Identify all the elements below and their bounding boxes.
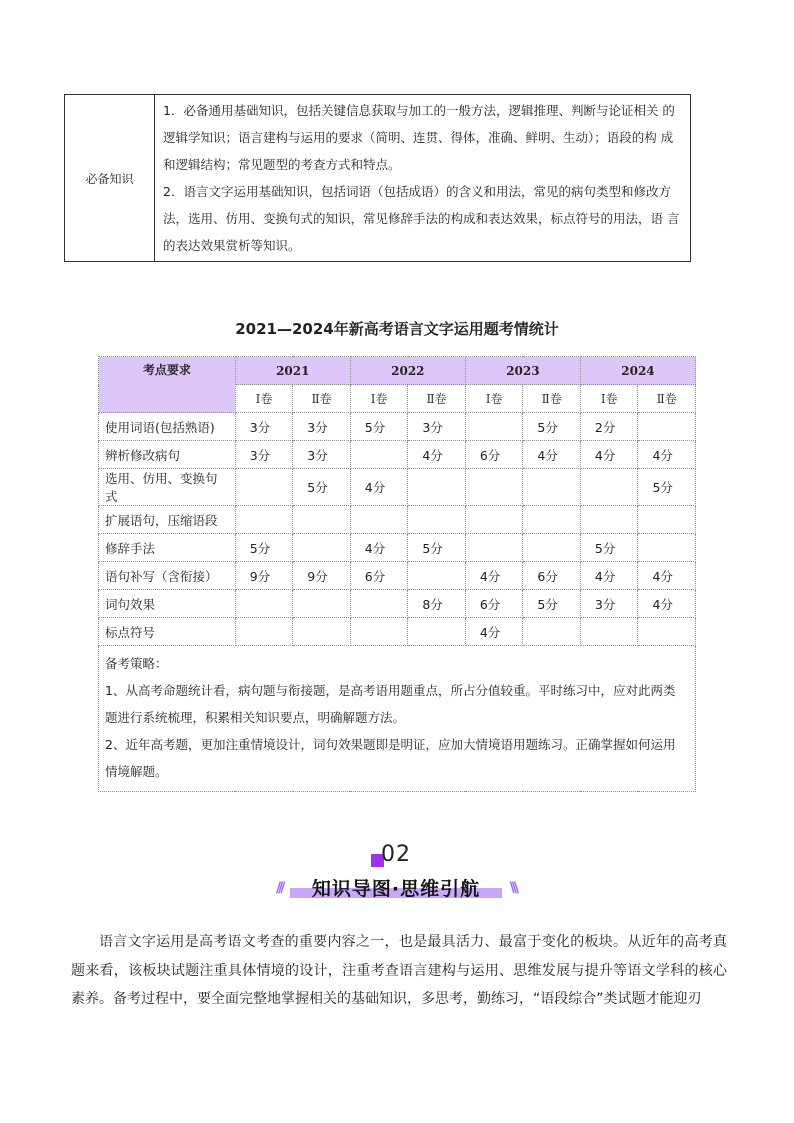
intro-paragraph: 语言文字运用是高考语文考查的重要内容之一，也是最具活力、最富于变化的板块。从近年的高考真题来看，该板块试题注重具体情境的设计，注重考查语言建构与运用、思维发展与提升等语文学科的核心素养。备考过程中，要全面完整地掌握相关的基础知识，多思考，勤练习，“语段综合”类试题才能迎刃 xyxy=(71,934,727,1007)
score-cell: 4分 xyxy=(638,562,696,590)
row-label: 标点符号 xyxy=(99,618,236,646)
score-cell xyxy=(235,506,293,534)
strategy-title: 备考策略： xyxy=(105,656,168,671)
score-cell: 8分 xyxy=(408,590,466,618)
score-cell: 3分 xyxy=(293,441,351,469)
slash-deco-left-icon: /// xyxy=(276,880,283,896)
score-cell xyxy=(465,413,523,441)
section-number-text: 02 xyxy=(381,842,411,867)
score-cell: 5分 xyxy=(235,534,293,562)
row-label: 词句效果 xyxy=(99,590,236,618)
row-label: 使用词语(包括熟语) xyxy=(99,413,236,441)
score-cell: 5分 xyxy=(293,469,351,506)
score-cell: 3分 xyxy=(235,441,293,469)
score-cell xyxy=(293,590,351,618)
strategy-row xyxy=(99,646,696,792)
score-cell xyxy=(465,469,523,506)
score-cell xyxy=(235,469,293,506)
score-cell xyxy=(465,534,523,562)
table-row xyxy=(99,469,696,506)
score-cell: 4分 xyxy=(408,441,466,469)
score-cell xyxy=(408,506,466,534)
requirements-table xyxy=(64,94,691,262)
score-cell: 3分 xyxy=(408,413,466,441)
score-cell: 3分 xyxy=(293,413,351,441)
score-cell xyxy=(523,534,581,562)
score-cell: 5分 xyxy=(408,534,466,562)
score-cell xyxy=(293,534,351,562)
score-cell xyxy=(350,590,408,618)
score-cell: 4分 xyxy=(580,441,638,469)
table-row xyxy=(99,413,696,441)
score-cell xyxy=(638,618,696,646)
score-cell: 5分 xyxy=(580,534,638,562)
score-cell: 4分 xyxy=(465,618,523,646)
score-cell: 5分 xyxy=(523,590,581,618)
table-row xyxy=(99,562,696,590)
table-row xyxy=(99,441,696,469)
year-header: 2022 xyxy=(350,357,465,385)
score-cell: 4分 xyxy=(523,441,581,469)
score-cell: 6分 xyxy=(465,590,523,618)
stats-title: 2021—2024年新高考语言文字运用题考情统计 xyxy=(235,320,559,338)
score-cell xyxy=(580,506,638,534)
score-cell: 4分 xyxy=(580,562,638,590)
table-row xyxy=(99,506,696,534)
stats-corner-header: 考点要求 xyxy=(99,357,236,413)
score-cell xyxy=(580,469,638,506)
strategy-item-1: 1、从高考命题统计看，病句题与衔接题，是高考语用题重点，所占分值较重。平时练习中，应对此两类题进行系统梳理，积累相关知识要点，明确解题方法。 xyxy=(105,683,676,725)
requirements-label: 必备知识 xyxy=(65,95,155,262)
score-cell xyxy=(638,534,696,562)
row-label: 语句补写（含衔接） xyxy=(99,562,236,590)
score-cell xyxy=(580,618,638,646)
strategy-item-2: 2、近年高考题，更加注重情境设计，词句效果题即是明证，应加大情境语用题练习。正确掌握如何运用情境解题。 xyxy=(105,737,676,779)
score-cell xyxy=(293,618,351,646)
requirements-item-2: 2．语言文字运用基础知识，包括词语（包括成语）的含义和用法，常见的病句类型和修改方 法，选用、仿用、变换句式的知识，常见修辞手法的构成和表达效果，标点符号的用法，语 言的表达效果赏析等知识。 xyxy=(163,184,680,253)
score-cell: 6分 xyxy=(523,562,581,590)
table-row xyxy=(99,534,696,562)
strategy-notes xyxy=(99,646,696,792)
score-cell: 4分 xyxy=(638,441,696,469)
row-label: 辨析修改病句 xyxy=(99,441,236,469)
score-cell: 4分 xyxy=(638,590,696,618)
score-cell xyxy=(235,590,293,618)
row-label: 扩展语句，压缩语段 xyxy=(99,506,236,534)
score-cell: 3分 xyxy=(235,413,293,441)
score-cell xyxy=(523,506,581,534)
stats-table xyxy=(98,356,696,792)
score-cell xyxy=(523,469,581,506)
score-cell xyxy=(465,506,523,534)
requirements-content xyxy=(155,95,691,262)
score-cell xyxy=(408,469,466,506)
table-row xyxy=(99,590,696,618)
year-header: 2021 xyxy=(235,357,350,385)
score-cell xyxy=(638,506,696,534)
score-cell: 2分 xyxy=(580,413,638,441)
year-header: 2023 xyxy=(465,357,580,385)
score-cell xyxy=(350,618,408,646)
score-cell xyxy=(523,618,581,646)
slash-deco-right-icon: \\\ xyxy=(509,880,516,896)
paper-header: Ⅰ卷 xyxy=(235,385,293,413)
score-cell: 5分 xyxy=(523,413,581,441)
score-cell: 6分 xyxy=(465,441,523,469)
score-cell: 9分 xyxy=(235,562,293,590)
score-cell: 4分 xyxy=(465,562,523,590)
paper-header: Ⅱ卷 xyxy=(523,385,581,413)
score-cell xyxy=(350,441,408,469)
year-header: 2024 xyxy=(580,357,695,385)
score-cell: 5分 xyxy=(638,469,696,506)
score-cell xyxy=(408,562,466,590)
score-cell xyxy=(235,618,293,646)
paper-header: Ⅱ卷 xyxy=(638,385,696,413)
score-cell: 4分 xyxy=(350,469,408,506)
score-cell xyxy=(293,506,351,534)
requirements-item-1: 1．必备通用基础知识，包括关键信息获取与加工的一般方法，逻辑推理、判断与论证相关 的逻辑学知识；语言建构与运用的要求（简明、连贯、得体，准确、鲜明、生动）；语段的构 成和逻辑结构；常见题型的考查方式和特点。 xyxy=(163,103,675,172)
paper-header: Ⅰ卷 xyxy=(350,385,408,413)
score-cell: 4分 xyxy=(350,534,408,562)
table-row xyxy=(99,618,696,646)
paper-header: Ⅱ卷 xyxy=(293,385,351,413)
row-label: 修辞手法 xyxy=(99,534,236,562)
score-cell xyxy=(350,506,408,534)
row-label: 选用、仿用、变换句式 xyxy=(99,469,236,506)
score-cell: 5分 xyxy=(350,413,408,441)
score-cell: 3分 xyxy=(580,590,638,618)
section-title: 知识导图·思维引航 xyxy=(311,878,481,900)
section-number xyxy=(371,842,411,867)
paper-header: Ⅱ卷 xyxy=(408,385,466,413)
section-banner xyxy=(276,872,516,904)
score-cell: 9分 xyxy=(293,562,351,590)
paper-header: Ⅰ卷 xyxy=(465,385,523,413)
score-cell xyxy=(408,618,466,646)
paper-header: Ⅰ卷 xyxy=(580,385,638,413)
score-cell xyxy=(638,413,696,441)
score-cell: 6分 xyxy=(350,562,408,590)
